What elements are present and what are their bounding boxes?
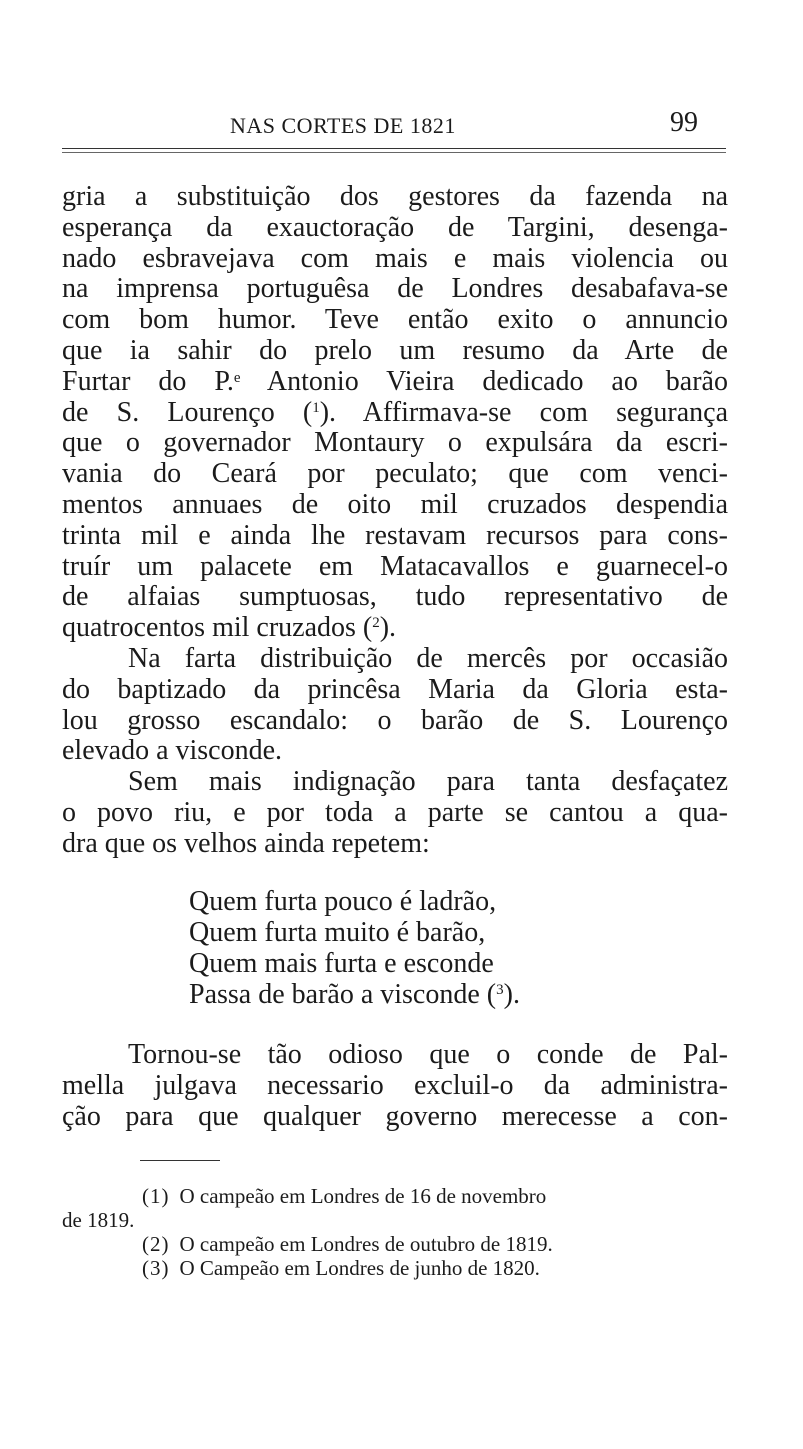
footnote-mark: (2) (142, 1232, 170, 1256)
page-number: 99 (670, 107, 698, 138)
text-line: mella julgava necessario excluil-o da administra- (62, 1069, 728, 1101)
verse-line: Quem mais furta e esconde (189, 948, 494, 979)
text-line: ção para que qualquer governo merecesse a con- (62, 1100, 728, 1132)
text-line: lou grosso escandalo: o barão de S. Lourenço (62, 704, 728, 736)
footnote-1 (62, 1184, 734, 1208)
text-line: elevado a visconde. (62, 735, 283, 767)
text-line: na imprensa portuguêsa de Londres desabafava-se (62, 273, 728, 305)
text-line: esperança da exauctoração de Targini, desenga- (62, 211, 728, 243)
footnote-text: O Campeão em Londres de junho de 1820. (179, 1256, 540, 1280)
page-header (62, 107, 728, 147)
text-line: dra que os velhos ainda repetem: (62, 827, 430, 859)
verse-line: Quem furta muito é barão, (189, 917, 486, 948)
text-line: vania do Ceará por peculato; que com venci- (62, 458, 728, 490)
text-line: de alfaias sumptuosas, tudo representativo de (62, 581, 728, 613)
header-rule-secondary (62, 152, 726, 153)
text-line (62, 367, 728, 398)
text-line: com bom humor. Teve então exito o annuncio (62, 304, 728, 336)
footnote-ref-1[interactable]: 1 (312, 399, 320, 416)
footnote-1-continuation: de 1819. (62, 1208, 135, 1232)
text-fragment: quatrocentos mil cruzados ( (62, 612, 373, 644)
text-fragment: Antonio Vieira dedicado ao barão (240, 365, 728, 397)
text-line (62, 398, 728, 429)
header-rule (62, 148, 726, 149)
text-line: Sem mais indignação para tanta desfaçatez (128, 766, 728, 798)
footnote-2 (62, 1232, 734, 1256)
text-line: gria a substituição dos gestores da fazenda na (62, 181, 728, 212)
text-fragment: ). (503, 979, 520, 1010)
main-text-continued (62, 1040, 728, 1132)
text-line: que o governador Montaury o expulsára da escri- (62, 427, 728, 459)
text-line: do baptizado da princêsa Maria da Gloria esta- (62, 673, 728, 705)
text-fragment: Furtar do P. (62, 365, 234, 397)
footnote-ref-3[interactable]: 3 (496, 982, 504, 998)
main-text (62, 182, 728, 860)
footnote-mark: (3) (142, 1256, 170, 1280)
running-title: NAS CORTES DE 1821 (230, 113, 456, 138)
text-line: nado esbravejava com mais e mais violencia ou (62, 242, 728, 274)
footnote-3 (62, 1256, 734, 1280)
text-line: truír um palacete em Matacavallos e guarnecel-o (62, 550, 728, 582)
verse-line: Quem furta pouco é ladrão, (189, 886, 497, 917)
footnote-ref-2[interactable]: 2 (372, 615, 380, 632)
text-fragment: de S. Lourenço ( (62, 396, 313, 428)
footnote-text: O campeão em Londres de outubro de 1819. (179, 1232, 553, 1256)
verse-line (189, 979, 520, 1010)
text-line: que ia sahir do prelo um resumo da Arte de (62, 334, 728, 366)
text-fragment: ). (379, 612, 397, 644)
superscript-e: e (233, 369, 241, 386)
text-line: mentos annuaes de oito mil cruzados despendia (62, 488, 728, 520)
text-line: trinta mil e ainda lhe restavam recursos para cons- (62, 519, 728, 551)
footnotes (62, 1184, 734, 1280)
footnote-text: O campeão em Londres de 16 de novembro (179, 1184, 547, 1208)
text-line: Na farta distribuição de mercês por occasião (128, 642, 728, 674)
text-line: Tornou-se tão odioso que o conde de Pal- (128, 1039, 728, 1070)
footnote-mark: (1) (142, 1184, 170, 1208)
text-fragment: Passa de barão a visconde ( (189, 979, 497, 1010)
text-line: o povo riu, e por toda a parte se cantou a qua- (62, 796, 728, 828)
quoted-verse (189, 886, 520, 1010)
footnote-rule (140, 1160, 220, 1161)
text-fragment: ). Affirmava-se com segurança (319, 396, 728, 428)
text-line (62, 613, 728, 644)
